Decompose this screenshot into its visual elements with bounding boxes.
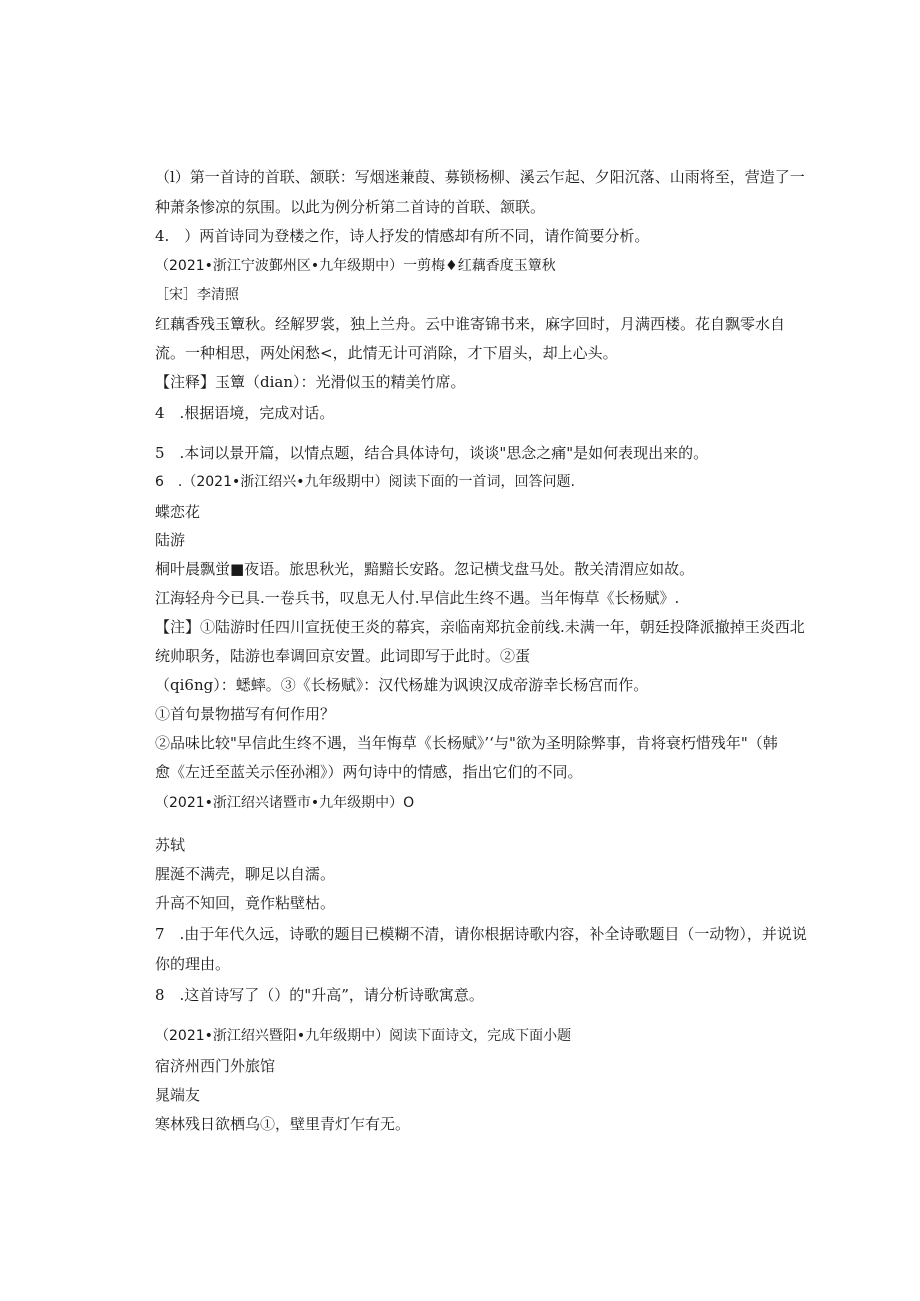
section-source-heading: （2021•浙江绍兴诸暨市•九年级期中）O bbox=[155, 795, 415, 811]
sub-question: ①首句景物描写有何作用？ bbox=[155, 705, 336, 723]
poem-author: ［宋］李清照 bbox=[155, 287, 239, 303]
section-source-heading: （2021•浙江宁波鄞州区•九年级期中）一剪梅♦红藕香度玉簟秋 bbox=[155, 258, 556, 274]
poem-body-line: 江海轻舟今已具.一卷兵书，叹息无人付.早信此生终不遇。当年悔草《长杨赋》. bbox=[155, 589, 680, 607]
question-item-cont: 你的理由。 bbox=[155, 955, 231, 973]
question-item: 8 .这首诗写了（）的"升高”，请分析诗歌寓意。 bbox=[155, 986, 484, 1004]
question-4-text: 4. ）两首诗同为登楼之作，诗人抒发的情感却有所不同，请作简要分析。 bbox=[155, 227, 650, 245]
poem-body-line: 寒林残日欲栖乌①，壁里青灯乍有无。 bbox=[155, 1115, 411, 1133]
question-item: 6 .（2021•浙江绍兴•九年级期中）阅读下面的一首词，回答问题. bbox=[155, 474, 575, 490]
poem-body-line: 腥涎不满壳，聊足以自濡。 bbox=[155, 865, 336, 883]
sub-question-cont: 愈《左迁至蓝关示侄孙湘》）两句诗中的情感，指出它们的不同。 bbox=[155, 763, 583, 781]
poem-body-line: 流。一种相思，两处闲愁<，此情无计可消除，才下眉头，却上心头。 bbox=[155, 344, 618, 362]
poem-body-line: 桐叶晨飘蛍■夜语。旅思秋光，黯黯长安路。忽记横戈盘马处。散关清渭应如故。 bbox=[155, 560, 695, 578]
question-item: 4 .根据语境，完成对话。 bbox=[155, 404, 335, 422]
annotation-note: 【注释】玉簟（dian）：光滑似玉的精美竹席。 bbox=[155, 373, 466, 391]
poem-title: 蝶恋花 bbox=[155, 503, 201, 521]
question-item: 7 .由于年代久远，诗歌的题目已模糊不清，请你根据诗歌内容，补全诗歌题目（一动物），并说说 bbox=[155, 925, 807, 943]
poem-author: 晁端友 bbox=[155, 1086, 201, 1104]
poem-author: 陆游 bbox=[155, 531, 186, 549]
annotation-note: 【注】①陆游时任四川宣抚使王炎的幕宾，亲临南郑抗金前线.未满一年，朝廷投降派撤掉王炎西北 bbox=[155, 618, 805, 636]
annotation-note-cont: 统帅职务，陆游也奉调回京安置。此词即写于此时。②蛋 bbox=[155, 647, 531, 665]
annotation-note-cont: （qi6ng）：蟋蟀。③《长杨赋》：汉代杨雄为讽谀汉成帝游幸长杨宫而作。 bbox=[155, 676, 649, 694]
sub-question: ②品味比较"早信此生终不遇，当年悔草《长杨赋》’‘与"欲为圣明除弊事，肯将衰朽惜残年"（韩 bbox=[155, 734, 778, 752]
poem-title: 宿济州西门外旅馆 bbox=[155, 1057, 276, 1075]
poem-author: 苏轼 bbox=[155, 836, 186, 854]
question-item: 5 .本词以景开篇，以情点题，结合具体诗句，谈谈"思念之痛"是如何表现出来的。 bbox=[155, 444, 709, 462]
section-source-heading: （2021•浙江绍兴暨阳•九年级期中）阅读下面诗文，完成下面小题 bbox=[155, 1028, 572, 1044]
question-1-text-cont: 种萧条惨凉的氛围。以此为例分析第二首诗的首联、颔联。 bbox=[155, 198, 546, 216]
poem-body-line: 红藕香残玉簟秋。经解罗裳，独上兰舟。云中谁寄锦书来，麻字回时，月满西楼。花自飘零水自 bbox=[155, 315, 786, 333]
poem-body-line: 升高不知回，竟作粘壁枯。 bbox=[155, 894, 336, 912]
question-1-text: （l）第一首诗的首联、颔联：写烟迷兼葭、募锁杨柳、溪云乍起、夕阳沉落、山雨将至，营造了一 bbox=[155, 168, 805, 186]
